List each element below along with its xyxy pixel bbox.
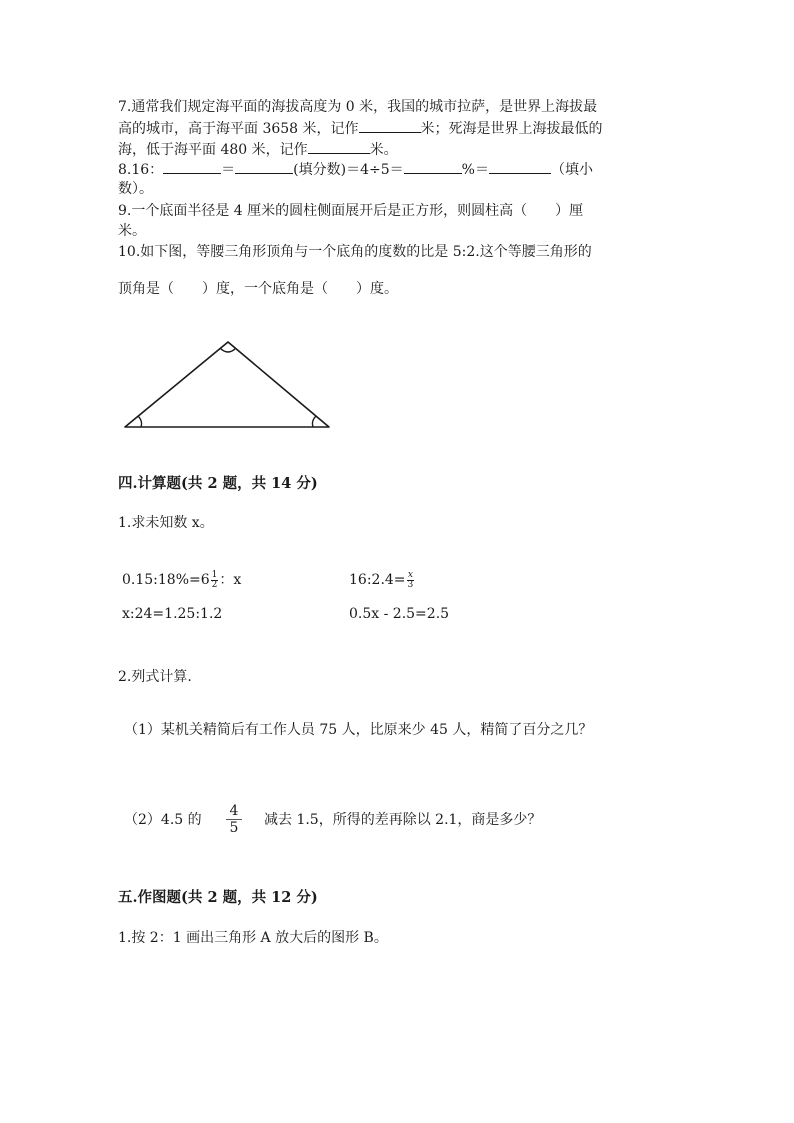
section4-title: 四.计算题(共 2 题，共 14 分) [118,475,318,492]
equation-2-fraction [407,571,415,590]
q7-line1: 7.通常我们规定海平面的海拔高度为 0 米，我国的城市拉萨，是世界上海拔最 [118,99,598,115]
part2-fraction-numerator: 4 [226,803,242,820]
section4-q2-part2-prefix: （2）4.5 的 [124,812,202,828]
section5-q1: 1.按 2：1 画出三角形 A 放大后的图形 B。 [118,930,388,946]
q8-line2: 数）。 [118,181,153,197]
q8-blank-decimal[interactable] [489,159,551,174]
apex-angle-arc [220,348,236,352]
section5-title: 五.作图题(共 2 题，共 12 分) [118,889,318,906]
q8-prefix: 8.16： [118,162,164,178]
equation-1-fraction-numerator: 1 [211,569,218,580]
section4-q2-part2-suffix: 减去 1.5，所得的差再除以 2.1，商是多少？ [264,812,542,828]
left-base-angle-arc [138,416,142,427]
equation-2 [349,570,415,590]
section4-q2-part2-fraction [226,803,242,836]
q8-blank-percent[interactable] [404,159,462,174]
section4-q2-part1: （1）某机关精简后有工作人员 75 人，比原来少 45 人，精简了百分之几？ [124,722,593,738]
q7-blank-deadsea[interactable] [308,139,370,154]
section4-q2: 2.列式计算. [118,669,192,685]
q7-blank-lhasa[interactable] [359,118,421,133]
q10-line1: 10.如下图，等腰三角形顶角与一个底角的度数的比是 5:2.这个等腰三角形的 [118,244,592,260]
q7-line3-text-a: 海，低于海平面 480 米，记作 [118,142,308,158]
equation-2-fraction-numerator: x [407,569,413,580]
part2-fraction-denominator: 5 [229,820,239,836]
q7-line3-text-b: 米。 [369,142,398,158]
section4-q1: 1.求未知数 x。 [118,515,214,531]
equation-1-fraction [211,571,219,590]
q9-line2: 米。 [118,223,146,239]
equation-1-left: 0.15:18%=6 [122,572,210,588]
q7-line2-text-a: 高的城市，高于海平面 3658 米，记作 [118,121,359,137]
equation-1-fraction-denominator: 2 [211,579,218,590]
q9-line1: 9.一个底面半径是 4 厘米的圆柱侧面展开后是正方形，则圆柱高（ ）厘 [118,203,584,219]
right-base-angle-arc [312,416,316,427]
q8-blank-fraction[interactable] [235,159,293,174]
triangle-outline [125,342,329,427]
equation-1-right: ：x [219,572,242,588]
q7-line2 [118,118,603,139]
equation-1 [122,570,241,590]
equation-4: 0.5x - 2.5=2.5 [349,606,450,622]
q10-line2: 顶角是（ ）度，一个底角是（ ）度。 [118,281,398,297]
equation-2-fraction-denominator: 3 [407,579,414,590]
equation-3: x:24=1.25:1.2 [122,606,223,622]
q8-percent-text: %＝ [461,162,489,178]
q8-line1 [118,159,593,180]
q8-suffix: （填小 [550,162,593,178]
q8-blank-1[interactable] [163,159,221,174]
q8-mid-text: (填分数)＝4÷5＝ [293,162,404,178]
isosceles-triangle-figure [118,335,338,435]
q7-line3 [118,139,398,160]
q7-line2-text-b: 米；死海是世界上海拔最低的 [420,121,603,137]
equation-2-left: 16:2.4= [349,572,406,588]
q8-equals: ＝ [221,162,236,178]
